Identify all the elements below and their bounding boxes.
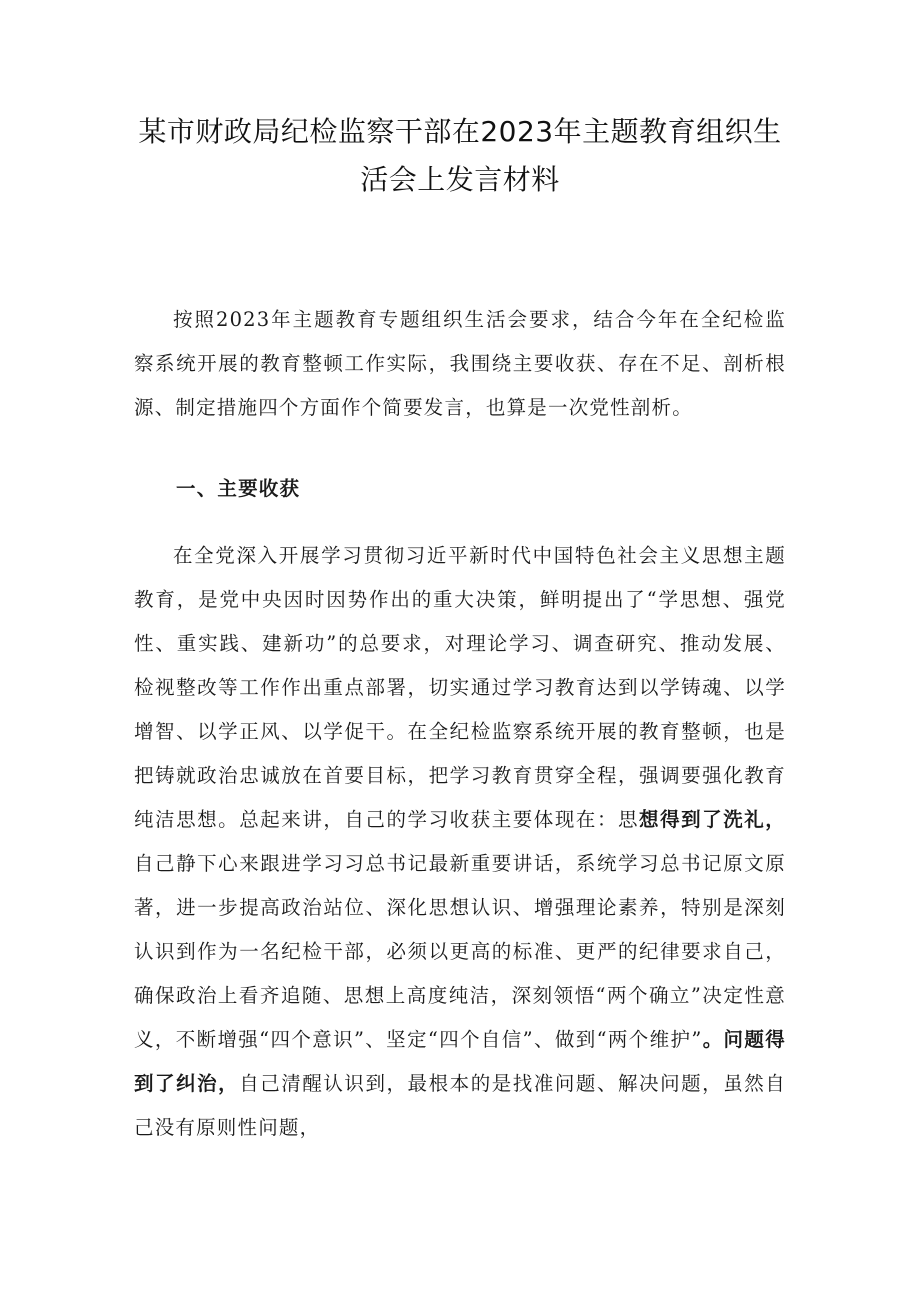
section-heading-main-gains: 一、主要收获 xyxy=(176,477,301,500)
section-body-paragraph xyxy=(134,534,786,1150)
document-title xyxy=(100,108,820,204)
bold-phrase-problems-corrected: 。问题得到了纠治， xyxy=(134,1028,786,1095)
body-text-part-1: 在全党深入开展学习贯彻习近平新时代中国特色社会主义思想主题教育，是党中央因时因势作出的重大决策，鲜明提出了“学思想、强党性、重实践、建新功”的总要求，对理论学习、调查研究、推动发展、检视整改等工作作出重点部署，切实通过学习教育达到以学铸魂、以学增智、以学正风、以学促干。在全纪检监察系统开展的教育整顿，也是把铸就政治忠诚放在首要目标，把学习教育贯穿全程，强调要强化教育纯洁思想。总起来讲，自己的学习收获主要体现在：思 xyxy=(134,544,786,831)
bold-phrase-thought-baptized: 想得到了洗礼， xyxy=(639,808,786,831)
title-line-2: 活会上发言材料 xyxy=(360,163,560,196)
title-line-1: 某市财政局纪检监察干部在2023年主题教育组织生 xyxy=(138,115,782,148)
body-text-part-2: 自己静下心来跟进学习习总书记最新重要讲话，系统学习总书记原文原著，进一步提高政治站位、深化思想认识、增强理论素养，特别是深刻认识到作为一名纪检干部，必须以更高的标准、更严的纪律要求自己，确保政治上看齐追随、思想上高度纯洁，深刻领悟“两个确立”决定性意义，不断增强“四个意识”、坚定“四个自信”、做到“两个维护” xyxy=(134,852,786,1051)
body-text-part-3: 自己清醒认识到，最根本的是找准问题、解决问题，虽然自己没有原则性问题， xyxy=(134,1072,786,1139)
intro-paragraph: 按照2023年主题教育专题组织生活会要求，结合今年在全纪检监察系统开展的教育整顿工作实际，我围绕主要收获、存在不足、剖析根源、制定措施四个方面作个简要发言，也算是一次党性剖析。 xyxy=(134,308,786,419)
